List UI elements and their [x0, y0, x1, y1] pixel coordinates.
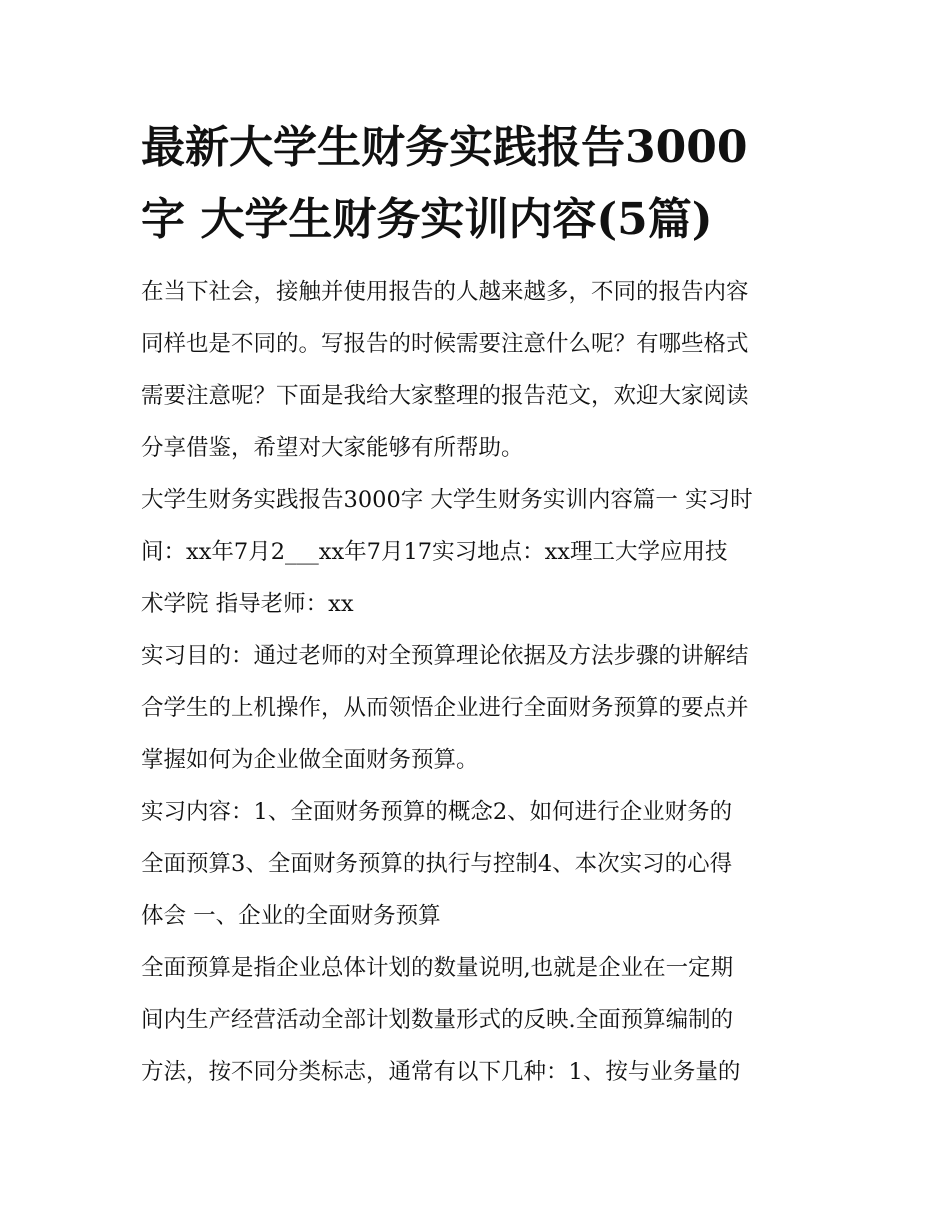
text-line: 间：xx年7月2___xx年7月17实习地点：xx理工大学应用技: [141, 539, 728, 565]
text-line: 同样也是不同的。写报告的时候需要注意什么呢？有哪些格式: [141, 331, 749, 357]
text-line: 实习目的：通过老师的对全预算理论依据及方法步骤的讲解结: [141, 643, 749, 669]
internship-info-paragraph: [141, 474, 821, 630]
text-line: 体会 一、企业的全面财务预算: [141, 903, 441, 929]
title-line-1: 最新大学生财务实践报告3000: [141, 122, 748, 173]
text-line: 分享借鉴，希望对大家能够有所帮助。: [141, 435, 524, 461]
text-line: 合学生的上机操作，从而领悟企业进行全面财务预算的要点并: [141, 695, 749, 721]
text-line: 在当下社会，接触并使用报告的人越来越多，不同的报告内容: [141, 279, 749, 305]
text-line: 实习内容：1、全面财务预算的概念2、如何进行企业财务的: [141, 799, 733, 825]
text-line: 间内生产经营活动全部计划数量形式的反映.全面预算编制的: [141, 1007, 734, 1033]
intro-paragraph: [141, 266, 821, 474]
internship-content-paragraph: [141, 786, 821, 942]
internship-purpose-paragraph: [141, 630, 821, 786]
title-line-2: 字 大学生财务实训内容(5篇): [141, 194, 713, 245]
text-line: 术学院 指导老师：xx: [141, 591, 354, 617]
document-title: [141, 112, 821, 256]
text-line: 全面预算3、全面财务预算的执行与控制4、本次实习的心得: [141, 851, 733, 877]
text-line: 掌握如何为企业做全面财务预算。: [141, 747, 479, 773]
text-line: 全面预算是指企业总体计划的数量说明,也就是企业在一定期: [141, 955, 734, 981]
text-line: 大学生财务实践报告3000字 大学生财务实训内容篇一 实习时: [141, 487, 753, 513]
document-page: [141, 112, 821, 1098]
text-line: 需要注意呢？下面是我给大家整理的报告范文，欢迎大家阅读: [141, 383, 749, 409]
budget-definition-paragraph: [141, 942, 821, 1098]
text-line: 方法，按不同分类标志，通常有以下几种：1、按与业务量的: [141, 1059, 741, 1085]
